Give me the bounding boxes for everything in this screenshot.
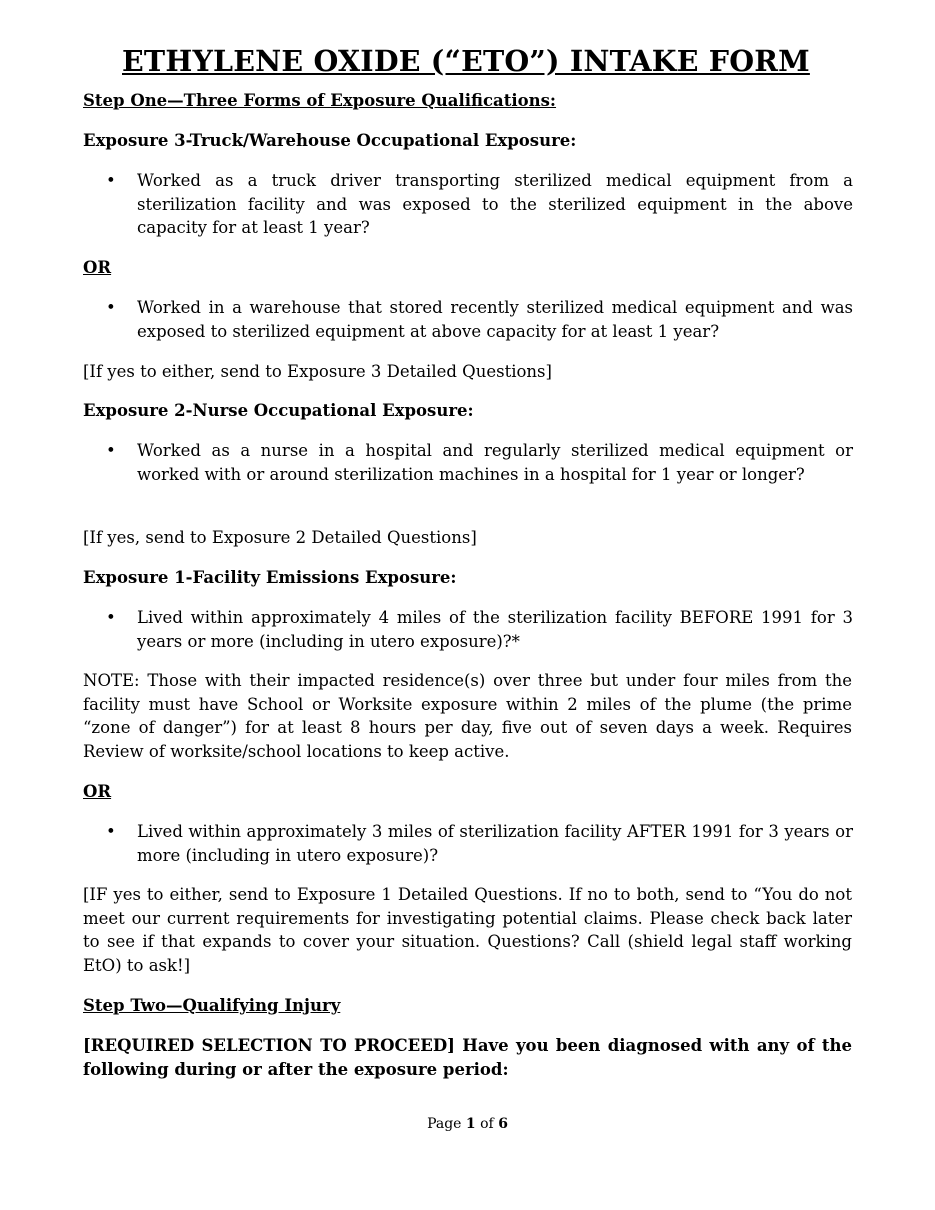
step-two-heading: Step Two—Qualifying Injury (83, 996, 341, 1015)
or-divider: OR (83, 782, 112, 801)
exposure2-heading: Exposure 2-Nurse Occupational Exposure: (83, 401, 474, 420)
exposure3-truck-question: Worked as a truck driver transporting sterilized medical equipment from a sterilization facility and was exposed to the sterilized equipment in the above capacity for at least 1 year? (137, 171, 853, 238)
bullet-icon: • (106, 298, 116, 317)
exposure1-heading: Exposure 1-Facility Emissions Exposure: (83, 568, 457, 587)
exposure2-routing: [If yes, send to Exposure 2 Detailed Questions] (83, 528, 477, 547)
total-pages: 6 (498, 1116, 508, 1132)
bullet-icon: • (106, 608, 116, 627)
page-footer (0, 1116, 935, 1132)
exposure1-routing: [IF yes to either, send to Exposure 1 Detailed Questions. If no to both, send to “You do not meet our current requirements for investigating potential claims. Please check back later to see if that expands to cover your situation. Questions? Call (shield legal staff working EtO) to ask!] (83, 885, 852, 975)
exposure1-after-1991-question: Lived within approximately 3 miles of sterilization facility AFTER 1991 for 3 years or more (including in utero exposure)? (137, 822, 853, 865)
page-label: Page (427, 1116, 462, 1132)
page-title: ETHYLENE OXIDE (“ETO”) INTAKE FORM (122, 44, 810, 78)
step-one-heading: Step One—Three Forms of Exposure Qualifications: (83, 91, 557, 110)
current-page: 1 (465, 1116, 476, 1132)
bullet-icon: • (106, 171, 116, 190)
bullet-icon: • (106, 441, 116, 460)
exposure3-heading: Exposure 3-Truck/Warehouse Occupational Exposure: (83, 131, 577, 150)
bullet-icon: • (106, 822, 116, 841)
exposure1-note: NOTE: Those with their impacted residence(s) over three but under four miles from the facility must have School or Worksite exposure within 2 miles of the plume (the prime “zone of danger”) for at least 8 hours per day, five out of seven days a week. Requires Review of worksite/school locations to keep active. (83, 671, 852, 761)
exposure2-nurse-question: Worked as a nurse in a hospital and regularly sterilized medical equipment or worked with or around sterilization machines in a hospital for 1 year or longer? (137, 441, 853, 484)
required-selection-prompt: [REQUIRED SELECTION TO PROCEED] Have you been diagnosed with any of the following during or after the exposure period: (83, 1036, 852, 1079)
exposure3-warehouse-question: Worked in a warehouse that stored recently sterilized medical equipment and was exposed to sterilized equipment at above capacity for at least 1 year? (137, 298, 853, 341)
exposure1-before-1991-question: Lived within approximately 4 miles of the sterilization facility BEFORE 1991 for 3 years or more (including in utero exposure)?* (137, 608, 853, 651)
exposure3-routing: [If yes to either, send to Exposure 3 Detailed Questions] (83, 362, 552, 381)
or-divider: OR (83, 258, 112, 277)
of-label: of (480, 1116, 494, 1132)
